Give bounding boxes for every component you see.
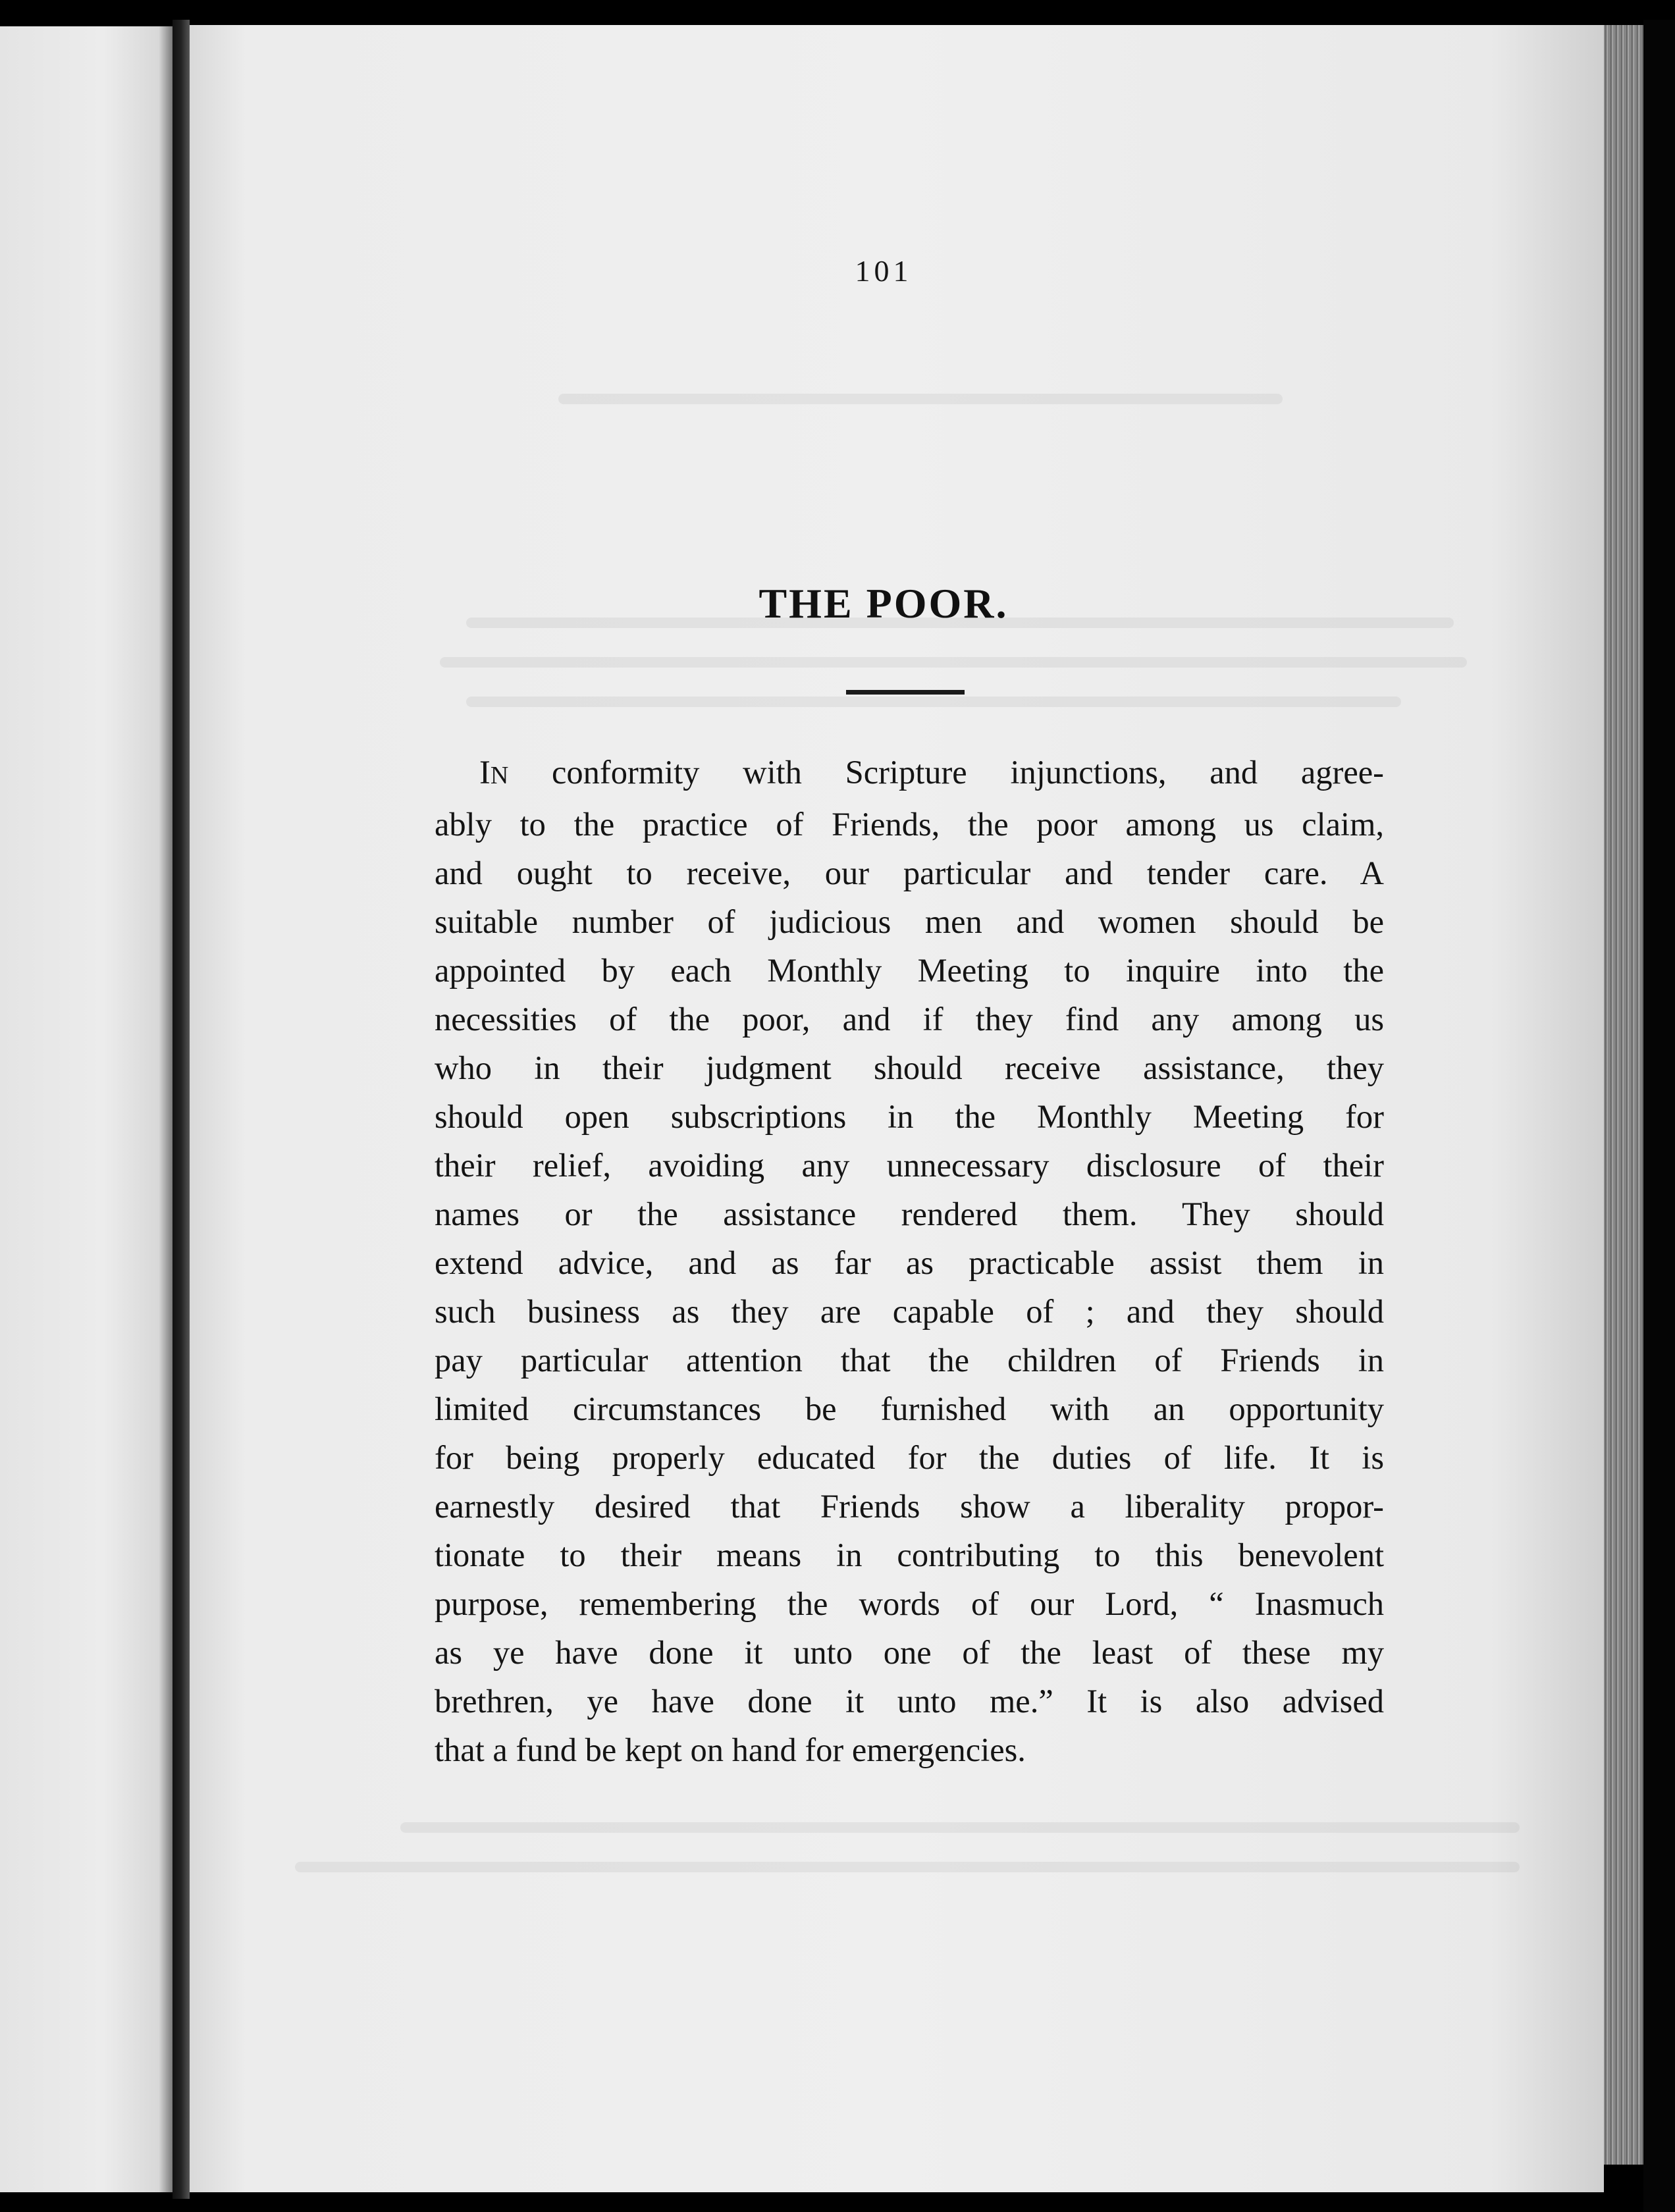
show-through-line	[400, 1822, 1520, 1833]
page-number: 101	[855, 254, 913, 288]
page-fore-edge	[1604, 25, 1643, 2165]
paragraph-line: brethren, ye have done it unto me.” It is also advised	[435, 1683, 1384, 1720]
title-rule	[846, 690, 965, 695]
paragraph-line-1	[435, 748, 1384, 800]
paragraph-line: earnestly desired that Friends show a liberality propor-	[435, 1488, 1384, 1525]
paragraph-line: their relief, avoiding any unnecessary disclosure of their	[435, 1147, 1384, 1184]
paragraph-line: ably to the practice of Friends, the poor among us claim,	[435, 806, 1384, 843]
paragraph-line: for being properly educated for the duties of life. It is	[435, 1439, 1384, 1476]
show-through-line	[466, 697, 1401, 707]
paragraph-line: tionate to their means in contributing to this benevolent	[435, 1537, 1384, 1573]
dropcap-letter: I	[479, 754, 491, 791]
chapter-title: THE POOR.	[758, 580, 1009, 627]
paragraph-line: limited circumstances be furnished with an opportunity	[435, 1390, 1384, 1427]
paragraph-line: names or the assistance rendered them. They should	[435, 1196, 1384, 1232]
paragraph-line-last: that a fund be kept on hand for emergencies.	[435, 1731, 1026, 1768]
paragraph-line: purpose, remembering the words of our Lord, “ Inasmuch	[435, 1585, 1384, 1622]
paragraph-line: and ought to receive, our particular and tender care. A	[435, 855, 1384, 891]
paragraph-line: appointed by each Monthly Meeting to inquire into the	[435, 952, 1384, 989]
paragraph-line: should open subscriptions in the Monthly Meeting for	[435, 1098, 1384, 1135]
show-through-line	[558, 394, 1283, 404]
scan-right-border	[1643, 20, 1675, 2212]
binding-gutter	[173, 20, 190, 2199]
show-through-line	[440, 657, 1467, 668]
smallcaps-letters: N	[490, 762, 509, 789]
show-through-line	[295, 1862, 1520, 1872]
paragraph-line: such business as they are capable of ; and they should	[435, 1293, 1384, 1330]
left-facing-page	[0, 26, 173, 2192]
first-line-text: conformity with Scripture injunctions, and agree-	[508, 754, 1384, 791]
paragraph-line: pay particular attention that the children of Friends in	[435, 1342, 1384, 1379]
paragraph-line: extend advice, and as far as practicable assist them in	[435, 1244, 1384, 1281]
paragraph-line: suitable number of judicious men and women should be	[435, 903, 1384, 940]
paragraph-line: as ye have done it unto one of the least of these my	[435, 1634, 1384, 1671]
paragraph-line: necessities of the poor, and if they find any among us	[435, 1001, 1384, 1038]
paragraph-line: who in their judgment should receive assistance, they	[435, 1049, 1384, 1086]
body-paragraph	[435, 748, 1384, 1774]
